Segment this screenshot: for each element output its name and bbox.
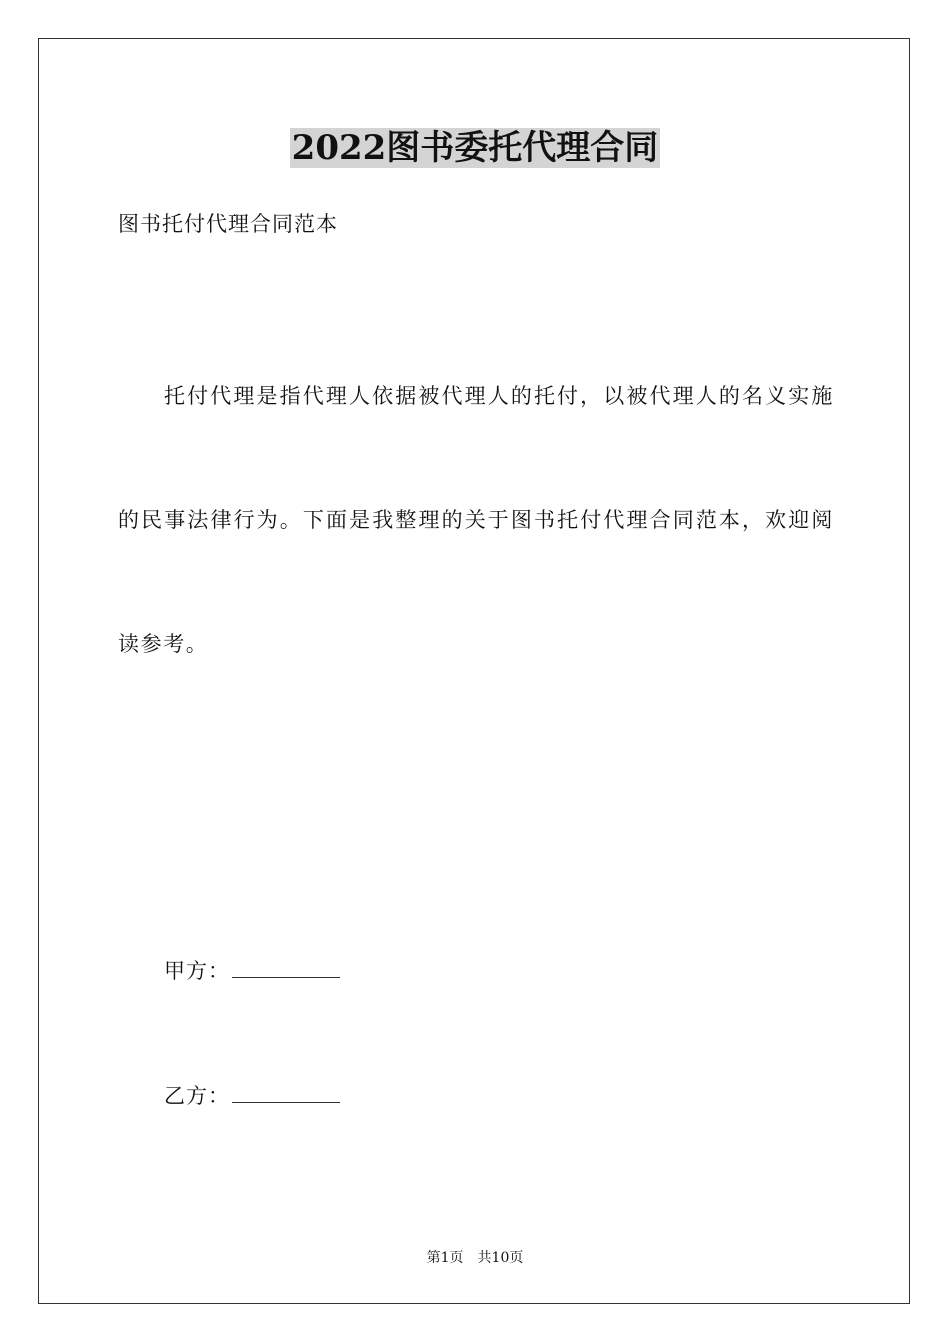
page-footer [0, 1248, 950, 1268]
party-b-signature-line [164, 1080, 340, 1112]
party-a-signature-line [164, 955, 340, 987]
page-number-total: 共10页 [477, 1250, 524, 1266]
page-number-current: 第1页 [426, 1250, 464, 1266]
document-title [0, 126, 950, 170]
intro-paragraph: 托付代理是指代理人依据被代理人的托付，以被代理人的名义实施的民事法律行为。下面是我整理的关于图书托付代理合同范本，欢迎阅读参考。 [118, 384, 834, 656]
party-a-label: 甲方： [164, 959, 230, 983]
party-b-blank-field[interactable] [232, 1080, 340, 1103]
party-b-label: 乙方： [164, 1084, 230, 1108]
party-a-blank-field[interactable] [232, 955, 340, 978]
document-subtitle: 图书托付代理合同范本 [118, 212, 338, 236]
document-title-text: 2022图书委托代理合同 [291, 128, 659, 168]
